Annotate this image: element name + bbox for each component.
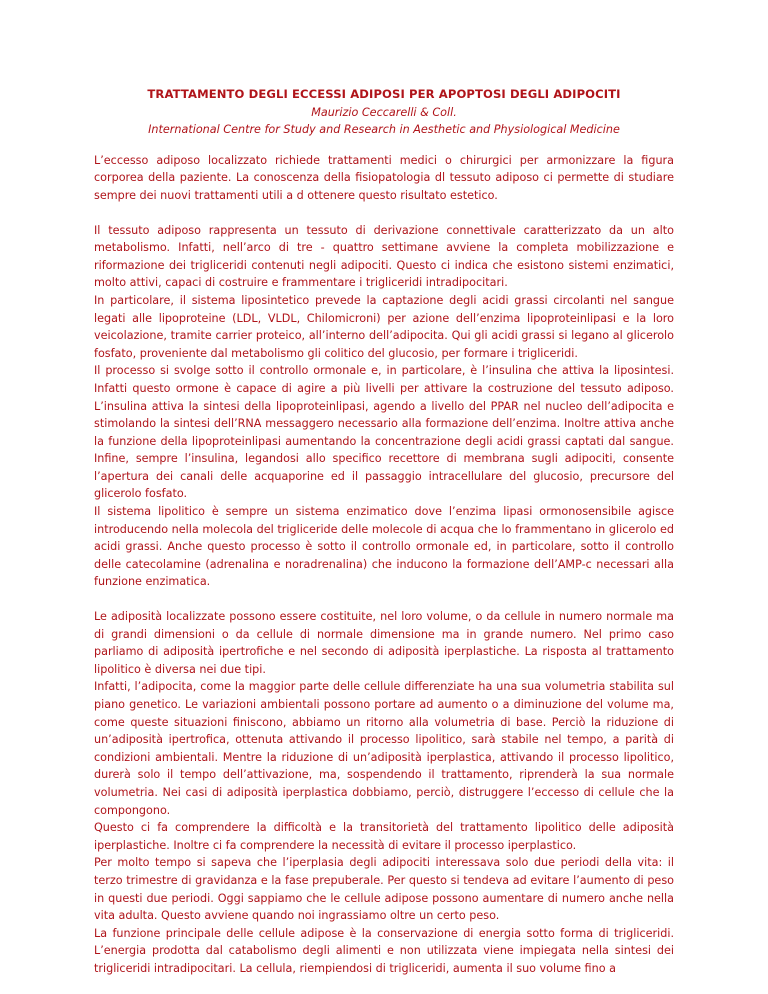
- paragraph: Il tessuto adiposo rappresenta un tessuto di derivazione connettivale caratterizzato da un alto metabolismo. Infatti, nell’arco di tre - quattro settimane avviene la completa mobilizzazione e riformazione dei trigliceridi contenuti negli adipociti. Questo ci indica che esistono sistemi enzimatici, molto attivi, capaci di costruire e frammentare i trigliceridi intradipocitari.: [94, 223, 674, 290]
- paragraph-gap: [94, 591, 674, 608]
- document-authors: Maurizio Ceccarelli & Coll.: [311, 105, 457, 119]
- paragraph: L’eccesso adiposo localizzato richiede trattamenti medici o chirurgici per armonizzare la figura corporea della paziente. La conoscenza della fisiopatologia dl tessuto adiposo ci permette di studiare sempre dei nuovi trattamenti utili a d ottenere questo risultato estetico.: [94, 153, 674, 202]
- document-institution: International Centre for Study and Research in Aesthetic and Physiological Medicine: [148, 123, 620, 137]
- paragraph: Il processo si svolge sotto il controllo ormonale e, in particolare, è l’insulina che attiva la liposintesi. Infatti questo ormone è capace di agire a più livelli per attivare la costruzione del tessuto adiposo. L’insulina attiva la sintesi della lipoproteinlipasi, agendo a livello del PPAR nel nucleo dell’adipocita e stimolando la sintesi dell’RNA messaggero necessario alla formazione dell’enzima. Inoltre attiva anche la funzione della lipoproteinlipasi aumentando la concentrazione degli acidi grassi captati dal sangue. Infine, sempre l’insulina, legandosi allo specifico recettore di membrana sugli adipociti, consente l’apertura dei canali delle acquaporine ed il passaggio intracellulare del glucosio, precursore del glicerolo fosfato.: [94, 364, 674, 501]
- paragraph: Per molto tempo si sapeva che l’iperplasia degli adipociti interessava solo due periodi della vita: il terzo trimestre di gravidanza e la fase prepuberale. Per questo si tendeva ad evitare l’aumento di peso in questi due periodi. Oggi sappiamo che le cellule adipose possono aumentare di numero anche nella vita adulta. Questo avviene quando noi ingrassiamo oltre un certo peso.: [94, 856, 674, 923]
- paragraph: Questo ci fa comprendere la difficoltà e la transitorietà del trattamento lipolitico delle adiposità iperplastiche. Inoltre ci fa comprendere la necessità di evitare il processo iperplastico.: [94, 821, 674, 852]
- paragraph: Infatti, l’adipocita, come la maggior parte delle cellule differenziate ha una sua volumetria stabilita sul piano genetico. Le variazioni ambientali possono portare ad aumento o a diminuzione del volume ma, come queste situazioni finiscono, abbiamo un ritorno alla volumetria di base. Perciò la riduzione di un’adiposità ipertrofica, ottenuta attivando il processo lipolitico, sarà stabile nel tempo, a parità di condizioni ambientali. Mentre la riduzione di un’adiposità iperplastica, attivando il processo lipolitico, durerà solo il tempo dell’attivazione, ma, sospendendo il trattamento, riprenderà la sua normale volumetria. Nei casi di adiposità iperplastica dobbiamo, perciò, distruggere l’eccesso di cellule che la compongono.: [94, 680, 674, 817]
- document-title: TRATTAMENTO DEGLI ECCESSI ADIPOSI PER APOPTOSI DEGLI ADIPOCITI: [147, 87, 621, 101]
- document-header: [94, 86, 674, 139]
- paragraph: La funzione principale delle cellule adipose è la conservazione di energia sotto forma di trigliceridi. L’energia prodotta dal catabolismo degli alimenti e non utilizzata viene impiegata nella sintesi dei trigliceridi intradipocitari. La cellula, riempiendosi di trigliceridi, aumenta il suo volume fino a: [94, 926, 674, 975]
- paragraph: In particolare, il sistema liposintetico prevede la captazione degli acidi grassi circolanti nel sangue legati alle lipoproteine (LDL, VLDL, Chilomicroni) per azione dell’enzima lipoproteinlipasi e la loro veicolazione, tramite carrier proteico, all’interno dell’adipocita. Qui gli acidi grassi si legano al glicerolo fosfato, proveniente dal metabolismo gli colitico del glucosio, per formare i trigliceridi.: [94, 293, 674, 360]
- paragraph-gap: [94, 205, 674, 222]
- paragraph: Il sistema lipolitico è sempre un sistema enzimatico dove l’enzima lipasi ormonosensibile agisce introducendo nella molecola del trigliceride delle molecole di acqua che lo frammentano in glicerolo ed acidi grassi. Anche questo processo è sotto il controllo ormonale ed, in particolare, sotto il controllo delle catecolamine (adrenalina e noradrenalina) che inducono la formazione dell’AMP-c necessari alla funzione enzimatica.: [94, 505, 674, 589]
- paragraph: Le adiposità localizzate possono essere costituite, nel loro volume, o da cellule in numero normale ma di grandi dimensioni o da cellule di normale dimensione ma in grande numero. Nel primo caso parliamo di adiposità ipertrofiche e nel secondo di adiposità iperplastiche. La risposta al trattamento lipolitico è diversa nei due tipi.: [94, 610, 674, 676]
